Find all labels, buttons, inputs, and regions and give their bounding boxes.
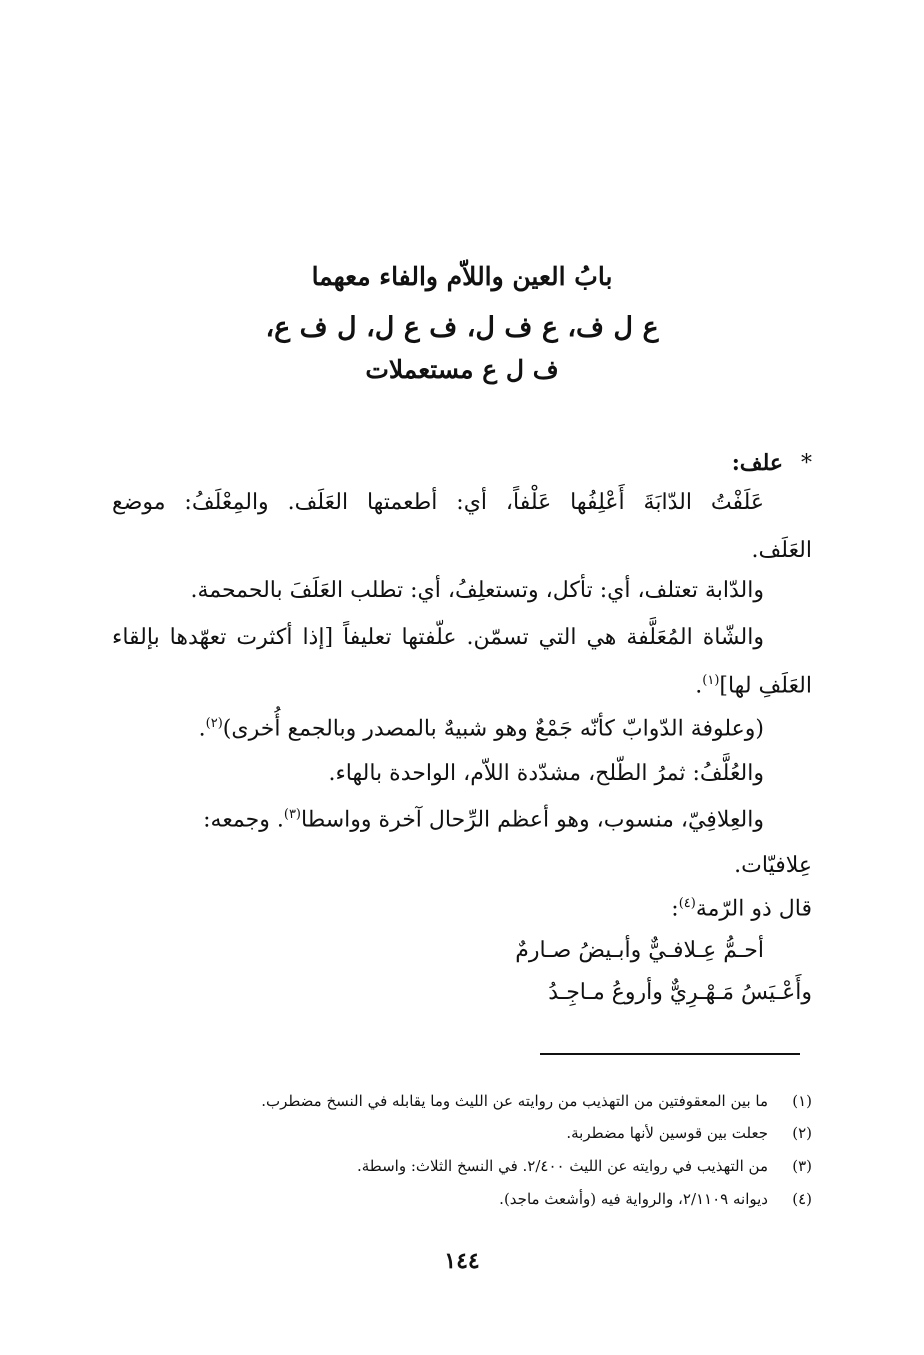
chapter-title: بابُ العين واللاّم والفاء معهما bbox=[311, 262, 613, 291]
page-number: ١٤٤ bbox=[444, 1248, 480, 1274]
body-text: . bbox=[695, 673, 703, 699]
chapter-roots-line-2: ف ل ع مستعملات bbox=[365, 355, 559, 384]
entry-heading bbox=[732, 450, 812, 476]
body-text: قال ذو الرّمة bbox=[695, 896, 812, 922]
footnote-text: جعلت بين قوسين لأنها مضطربة. bbox=[566, 1124, 768, 1142]
footnote-number: (٢) bbox=[792, 1124, 812, 1142]
body-text: . bbox=[198, 716, 206, 742]
footnote-separator bbox=[540, 1053, 800, 1055]
body-text: العَلَفِ لها] bbox=[719, 673, 812, 699]
body-text: (وعلوفة الدّوابّ كأنّه جَمْعٌ وهو شبيهٌ بالمصدر وبالجمع أُخرى) bbox=[222, 716, 764, 742]
body-line-10 bbox=[112, 897, 812, 920]
body-line-5 bbox=[112, 674, 812, 697]
body-text: والعِلافِيّ، منسوب، وهو أعظم الرِّحال آخرة وواسطا bbox=[301, 807, 764, 833]
body-line-9: عِلافيّات. bbox=[734, 853, 812, 878]
footnote-number: (٤) bbox=[792, 1190, 812, 1208]
chapter-roots-line: ع ل ف، ع ف ل، ف ع ل، ل ف ع، bbox=[265, 312, 659, 343]
footnote-ref: (١) bbox=[702, 673, 720, 688]
footnote-ref: (٤) bbox=[678, 896, 696, 911]
footnote-ref: (٢) bbox=[205, 716, 223, 731]
footnote bbox=[566, 1124, 812, 1142]
verse-line-2: وأَعْـيَسُ مَـهْـرِيٌّ وأروعُ مـاجِـدُ bbox=[548, 980, 812, 1005]
footnote-ref: (٣) bbox=[283, 807, 301, 822]
body-text: . وجمعه: bbox=[203, 807, 284, 833]
footnote bbox=[357, 1157, 812, 1175]
body-line-2: العَلَف. bbox=[751, 538, 812, 563]
body-line-8 bbox=[112, 808, 764, 831]
footnote-text: ديوانه ٢/١١٠٩، والرواية فيه (وأشعث ماجد). bbox=[499, 1190, 768, 1208]
body-line-7: والعُلَّفُ: ثمرُ الطّلح، مشدّدة اللاّم، الواحدة بالهاء. bbox=[328, 761, 764, 786]
body-line-4: والشّاة المُعَلَّفة هي التي تسمّن. علّفتها تعليفاً [إذا أكثرت تعهّدها بإلقاء bbox=[112, 625, 764, 650]
entry-marker: * bbox=[801, 451, 812, 476]
body-line-6 bbox=[112, 717, 764, 740]
body-text: : bbox=[671, 896, 679, 922]
footnote bbox=[499, 1190, 812, 1208]
footnote-text: من التهذيب في روايته عن الليث ٢/٤٠٠. في النسخ الثلاث: واسطة. bbox=[356, 1157, 768, 1175]
footnote-number: (١) bbox=[792, 1092, 812, 1110]
body-line-3: والدّابة تعتلف، أي: تأكل، وتستعلِفُ، أي: تطلب العَلَفَ بالحمحمة. bbox=[190, 578, 764, 603]
verse-line-1: أحـمُّ عِـلافـيٌّ وأبـيضُ صـارمٌ bbox=[515, 938, 764, 963]
body-line-1: عَلَفْتُ الدّابَةَ أَعْلِفُها عَلْفاً، أي: أطعمتها العَلَف. والمِعْلَفُ: موضع bbox=[112, 490, 764, 515]
footnote bbox=[261, 1092, 812, 1110]
footnote-text: ما بين المعقوفتين من التهذيب من روايته عن الليث وما يقابله في النسخ مضطرب. bbox=[261, 1092, 768, 1110]
entry-headword: علف: bbox=[731, 450, 783, 476]
footnote-number: (٣) bbox=[792, 1157, 812, 1175]
